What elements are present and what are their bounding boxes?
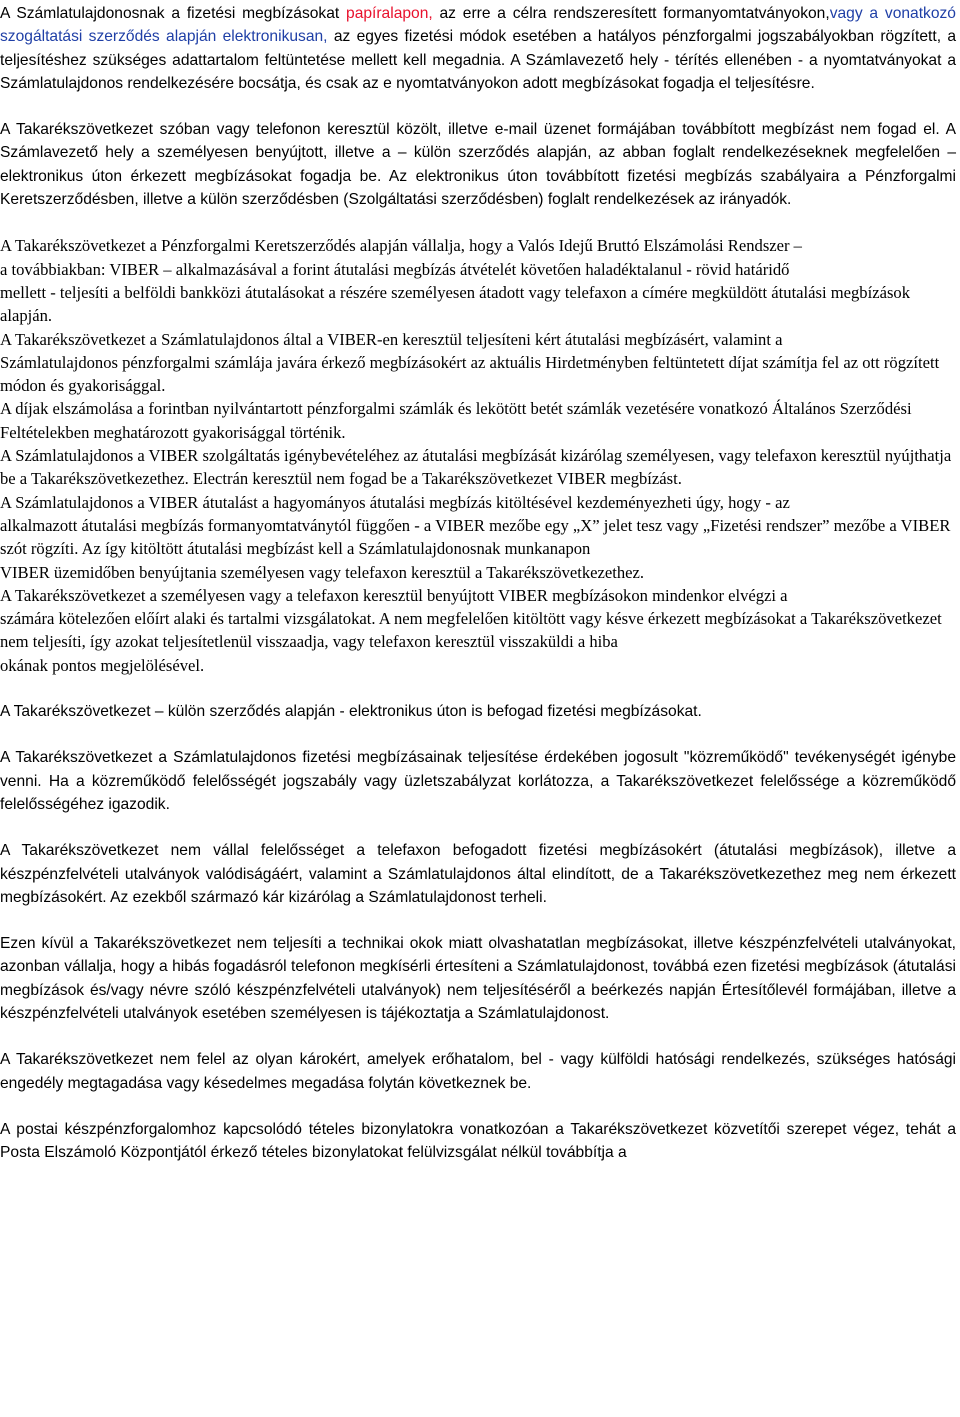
viber-line: mellett - teljesíti a belföldi bankközi átutalásokat a részére személyesen átadott vagy telefaxon a címére megküldött átutalási megbízások alapján. (0, 282, 910, 326)
text-segment: A Takarékszövetkezet szóban vagy telefonon keresztül közölt, illetve e-mail üzenet formájában továbbított megbízást nem fogad el. (0, 121, 940, 139)
document-page (0, 2, 956, 1164)
viber-line: VIBER üzemidőben benyújtania személyesen vagy telefaxon keresztül a Takarékszövetkezethez. (0, 562, 645, 582)
paragraph-force-majeure: A Takarékszövetkezet nem felel az olyan károkért, amelyek erőhatalom, bel - vagy külföldi hatósági rendelkezés, szükséges hatósági engedély megtagadása vagy késedelmes megadása folytán következnek be. (0, 1051, 956, 1092)
viber-line: okának pontos megjelölésével. (0, 655, 205, 675)
viber-line: A díjak elszámolása a forintban nyilvántartott pénzforgalmi számlák és lekötött betét számlák vezetésére vonatkozó Általános Szerződési Feltételekben meghatározott gyakorisággal történik. (0, 399, 912, 442)
viber-line: A Számlatulajdonos a VIBER átutalást a hagyományos átutalási megbízás kitöltésével kezdeményezheti úgy, hogy - az (0, 492, 790, 512)
highlight-paper-based: papíralapon, (346, 5, 433, 22)
text-segment: az egyes fizetési módok esetében a hatályos pénzforgalmi jogszabályokban rögzített, a teljesítéshez szükséges adattartalom feltüntetése mellett kell megadnia. A Számlavezető hely - térítés ellenében - a nyomtatványokat a Számlatulajdonos rendelkezésére bocsátja, és csak az e nyomtatványokon adott megbízásokat fogadja el teljesítésre. (0, 28, 956, 92)
text-segment: az erre a célra rendszeresített formanyomtatványokon, (432, 5, 830, 22)
paragraph-oral-orders (0, 118, 956, 211)
paragraph-electronic-orders: A Takarékszövetkezet – külön szerződés alapján - elektronikus úton is befogad fizetési megbízásokat. (0, 703, 702, 721)
viber-line: számára kötelezően előírt alaki és tartalmi vizsgálatokat. A nem megfelelően kitöltött vagy késve érkezett megbízásokat a Takarékszövetkezet nem teljesíti, így azokat teljesítetlenül visszaadja, vagy telefaxon keresztül visszaküldi a hiba (0, 609, 942, 652)
viber-section (0, 234, 956, 677)
paragraph-fax-liability: A Takarékszövetkezet nem vállal felelősséget a telefaxon befogadott fizetési megbízásokért (átutalási megbízások), illetve a készpénzfelvételi utalványok valódiságáért, valamint a Számlatulajdonos által elindított, de a Takarékszövetkezethez meg nem érkezett megbízásokért. Az ezekből származó kár kizárólag a Számlatulajdonost terheli. (0, 842, 956, 906)
viber-line: A Számlatulajdonos a VIBER szolgáltatás igénybevételéhez az átutalási megbízását kizárólag személyesen, vagy telefaxon keresztül nyújthatja be a Takarékszövetkezethez. Electrán keresztül nem fogad be a Takarékszövetkezet VIBER megbízást. (0, 446, 952, 489)
paragraph-unreadable-orders: Ezen kívül a Takarékszövetkezet nem teljesíti a technikai okok miatt olvashatatlan megbízásokat, illetve készpénzfelvételi utalványokat, azonban vállalja, hogy a hibás fogadásról telefonon megkísérli értesíteni a Számlatulajdonost, továbbá ezen fizetési megbízások (átutalási megbízások és/vagy névre szóló készpénzfelvételi utalványok) nem teljesítéséről a beérkezés napján Értesítőlevél formájában, illetve a készpénzfelvételi utalványok esetében személyesen is tájékoztatja a Számlatulajdonost. (0, 935, 956, 1022)
viber-line: A Takarékszövetkezet a személyesen vagy a telefaxon keresztül benyújtott VIBER megbízásokon mindenkor elvégzi a (0, 585, 788, 605)
viber-line: A Takarékszövetkezet a Számlatulajdonos által a VIBER-en keresztül teljesíteni kért átutalási megbízásért, valamint a (0, 329, 783, 349)
viber-line: a továbbiakban: VIBER – alkalmazásával a forint átutalási megbízás átvételét követően haladéktalanul - rövid határidő (0, 259, 790, 279)
highlight-electronic: vagy a vonatkozó szogáltatási szerződés alapján elektronikusan, (0, 5, 956, 46)
viber-line: Számlatulajdonos pénzforgalmi számlája javára érkező megbízásokért az aktuális Hirdetményben feltüntetett díjat számítja fel az ott rögzített módon és gyakorisággal. (0, 352, 940, 396)
paragraph-intermediary: A Takarékszövetkezet a Számlatulajdonos fizetési megbízásainak teljesítése érdekében jogosult "közreműködő" tevékenységét igénybe venni. Ha a közreműködő felelősségét jogszabály vagy üzletszabályzat korlátozza, a Takarékszövetkezet felelőssége a közreműködő felelősségéhez igazodik. (0, 749, 956, 813)
text-segment: A Számlatulajdonosnak a fizetési megbízásokat (0, 5, 347, 22)
paragraph-postal-cash: A postai készpénzforgalomhoz kapcsolódó tételes bizonylatokra vonatkozóan a Takarékszövetkezet közvetítői szerepet végez, tehát a Posta Elszámoló Központjától érkező tételes bizonylatokat felülvizsgálat nélkül továbbítja a (0, 1120, 956, 1162)
viber-line: A Takarékszövetkezet a Pénzforgalmi Keretszerződés alapján vállalja, hogy a Valós Idejű Bruttó Elszámolási Rendszer – (0, 236, 802, 256)
text-segment: A Számlavezető hely a személyesen benyújtott, illetve a – külön szerződés alapján, az abban foglalt rendelkezéseknek megfelelően – elektronikus úton érkezett megbízásokat fogadja be. Az elektronikus úton továbbított fizetési megbízás szabályaira a Pénzforgalmi Keretszerződésben, illetve a külön szerződésben (Szolgáltatási szerződésben) foglalt rendelkezések az irányadók. (0, 121, 956, 209)
paragraph-payment-orders (0, 2, 956, 95)
viber-line: alkalmazott átutalási megbízás formanyomtatványtól függően - a VIBER mezőbe egy „X” jelet tesz vagy „Fizetési rendszer” mezőbe a VIBER szót rögzíti. Az így kitöltött átutalási megbízást kell a Számlatulajdonosnak munkanapon (0, 515, 951, 559)
